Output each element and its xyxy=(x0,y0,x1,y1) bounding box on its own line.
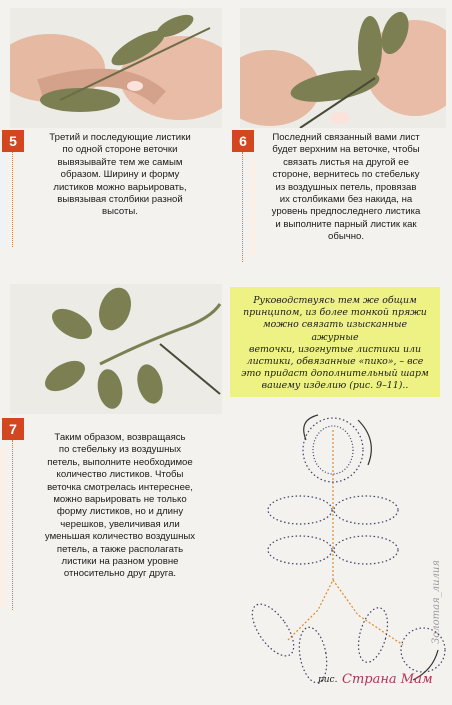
step-6-divider xyxy=(242,152,243,262)
step-7-line: относительно друг друга. xyxy=(63,568,177,580)
step-7-badge: 7 xyxy=(2,418,24,440)
step-7-line: листики на разном уровне xyxy=(61,556,179,568)
step-7-line: форму листиков, но и длину xyxy=(56,506,184,518)
tip-line: можно связать изысканные ажурные xyxy=(262,319,408,343)
step-6-line: Последний связанный вами лист xyxy=(272,132,420,143)
step-6-line: их столбиками без накида, на xyxy=(279,194,413,206)
step-7-line: Таким образом, возвращаясь xyxy=(54,432,186,443)
step-5-line: высоты. xyxy=(102,206,138,218)
site-logo: Страна Мам xyxy=(342,672,433,687)
watermark-text: Золотая_лилия xyxy=(431,560,442,644)
step-5-line: вывязывайте тем же самым xyxy=(57,156,183,168)
step-5-photo xyxy=(10,8,222,128)
tip-line: веточки, изогнутые листики или xyxy=(248,343,421,355)
step-6-line: связать листья на другой ее xyxy=(283,156,409,168)
tip-line: это придаст дополнительный шарм xyxy=(241,368,429,380)
step-7-line: веточка смотрелась интереснее, xyxy=(47,481,193,493)
step-6-text xyxy=(246,132,446,244)
step-5-line: по одной стороне веточки xyxy=(62,144,178,156)
step-6-photo xyxy=(240,8,446,128)
step-6-line: обычно. xyxy=(327,231,365,243)
step-7-line: петель, выполните необходимое xyxy=(47,456,193,468)
step-7-line: черешков, увеличивая или xyxy=(60,518,180,530)
crochet-diagram xyxy=(228,410,452,700)
step-5-text xyxy=(20,132,220,219)
step-6-line: из воздушных петель, провязав xyxy=(275,181,417,193)
step-5-line: листиков можно варьировать, xyxy=(53,181,187,193)
step-7-photo xyxy=(10,284,222,414)
step-7-line: по стебельку из воздушных xyxy=(58,444,182,456)
step-5-badge: 5 xyxy=(2,130,24,152)
tip-line: вашему изделию (рис. 9–11).. xyxy=(261,380,409,392)
step-7-line: петель, а также располагать xyxy=(56,543,184,555)
tip-line: Руководствуясь тем же общим xyxy=(253,295,417,306)
tip-callout xyxy=(230,287,440,397)
step-5-line: образом. Ширину и форму xyxy=(60,169,180,181)
tip-line: принципом, из более тонкой пряжи xyxy=(243,307,427,319)
tip-line: листики, обвязанные «пико», – все xyxy=(246,356,424,368)
step-7-line: можно варьировать не только xyxy=(53,494,187,506)
step-7-line: количество листиков. Чтобы xyxy=(56,469,184,481)
step-6-line: и выполните парный листик как xyxy=(275,218,417,230)
step-6-line: стороне, вернитесь по стебельку xyxy=(272,169,420,181)
step-5-line: вывязывая столбики разной xyxy=(57,194,183,206)
step-7-line: уменьшая количество воздушных xyxy=(44,531,196,543)
step-5-line: Третий и последующие листики xyxy=(49,132,191,143)
step-7-text xyxy=(20,432,220,581)
step-6-badge: 6 xyxy=(232,130,254,152)
step-5-divider xyxy=(12,152,13,247)
step-6-line: уровень предпоследнего листика xyxy=(271,206,421,218)
step-6-line: будет верхним на веточке, чтобы xyxy=(272,144,420,156)
step-7-divider xyxy=(12,440,13,610)
diagram-caption: рис. xyxy=(318,675,338,685)
